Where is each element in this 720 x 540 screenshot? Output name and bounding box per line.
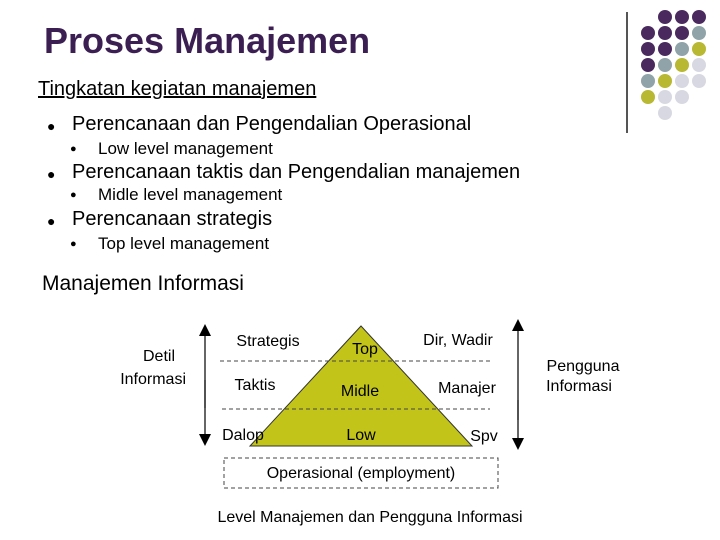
decorative-dot [641, 90, 655, 104]
decorative-dot-grid [639, 8, 719, 128]
decorative-dot [658, 42, 672, 56]
decorative-dot [675, 58, 689, 72]
section-heading-manajemen-informasi: Manajemen Informasi [42, 272, 244, 295]
decorative-dot [675, 90, 689, 104]
decorative-dot [658, 90, 672, 104]
level-left-dalop: Dalop [222, 427, 264, 444]
sub-bullet-icon: ● [70, 189, 77, 201]
diagram-caption: Level Manajemen dan Pengguna Informasi [217, 509, 523, 526]
divider-line [626, 12, 628, 133]
decorative-dot [658, 58, 672, 72]
right-label-line1: Pengguna [546, 358, 620, 375]
decorative-dot [675, 10, 689, 24]
decorative-dot [692, 42, 706, 56]
sub-bullet-item: Low level management [98, 139, 273, 158]
level-center-midle: Midle [340, 383, 380, 400]
bullet-item: Perencanaan dan Pengendalian Operasional [72, 113, 472, 135]
decorative-dot [675, 42, 689, 56]
section-heading-tingkatan: Tingkatan kegiatan manajemen [38, 78, 317, 100]
decorative-dot [692, 74, 706, 88]
bullet-item: Perencanaan strategis [72, 208, 273, 230]
left-label-line2: Informasi [120, 371, 186, 388]
decorative-dot [675, 74, 689, 88]
decorative-dot [658, 10, 672, 24]
decorative-dot [641, 42, 655, 56]
level-right-spv: Spv [470, 428, 498, 445]
decorative-dot [692, 26, 706, 40]
bullet-icon: ● [47, 213, 56, 229]
right-label-line2: Informasi [546, 378, 612, 395]
decorative-dot [658, 106, 672, 120]
decorative-dot [641, 26, 655, 40]
management-level-diagram [0, 300, 720, 540]
decorative-dot [675, 26, 689, 40]
decorative-dot [658, 74, 672, 88]
bullet-icon: ● [47, 166, 56, 182]
left-label-line1: Detil [142, 348, 175, 365]
decorative-dot [641, 58, 655, 72]
sub-bullet-icon: ● [70, 143, 77, 155]
sub-bullet-icon: ● [70, 238, 77, 250]
level-left-strategis: Strategis [236, 333, 300, 350]
level-center-low: Low [346, 427, 376, 444]
sub-bullet-item: Midle level management [98, 185, 283, 204]
bullet-icon: ● [47, 118, 56, 134]
page-title: Proses Manajemen [44, 20, 371, 61]
decorative-dot [658, 26, 672, 40]
level-center-top: Top [352, 341, 378, 358]
base-label: Operasional (employment) [266, 465, 456, 482]
decorative-dot [641, 74, 655, 88]
level-left-taktis: Taktis [234, 377, 276, 394]
level-right-manajer: Manajer [438, 380, 496, 397]
decorative-dot [692, 58, 706, 72]
level-right-dir-wadir: Dir, Wadir [423, 332, 493, 349]
bullet-item: Perencanaan taktis dan Pengendalian manajemen [72, 161, 521, 183]
decorative-dot [692, 10, 706, 24]
sub-bullet-item: Top level management [98, 234, 270, 253]
